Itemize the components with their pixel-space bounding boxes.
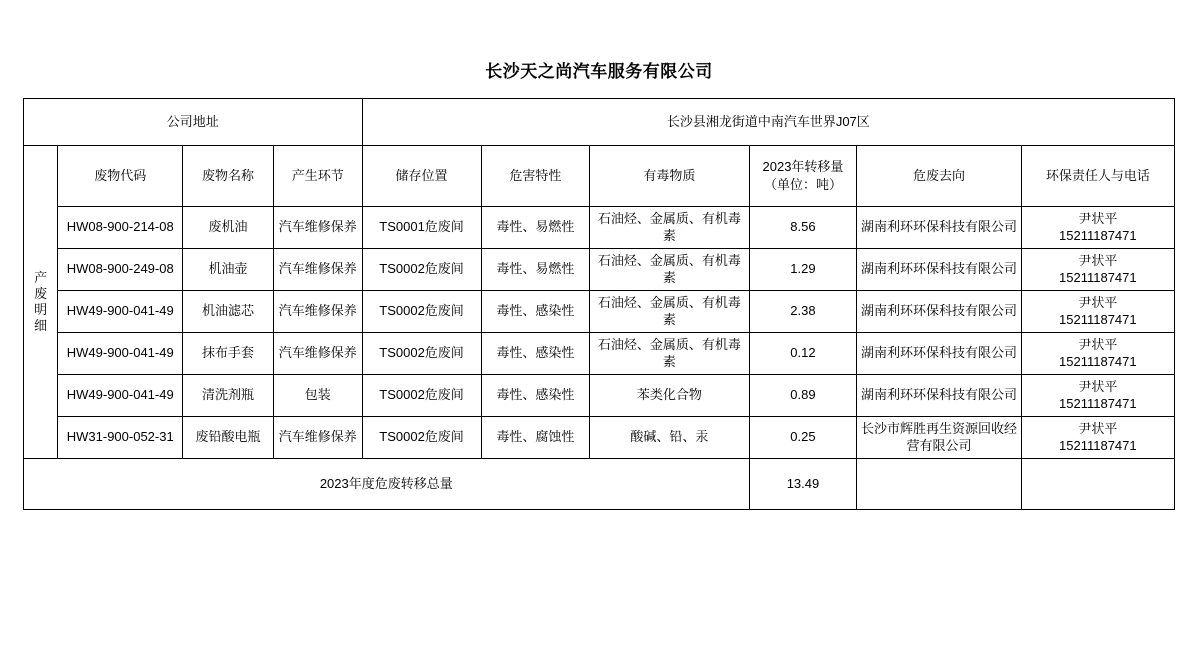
cell-toxic: 石油烃、金属质、有机毒素 (590, 249, 749, 291)
table-row (24, 333, 1175, 375)
address-value: 长沙县湘龙街道中南汽车世界J07区 (362, 99, 1174, 146)
cell-name: 清洗剂瓶 (183, 375, 274, 417)
column-header-name: 废物名称 (183, 146, 274, 207)
cell-name: 废机油 (183, 207, 274, 249)
address-label: 公司地址 (24, 99, 363, 146)
cell-hazard: 毒性、感染性 (481, 291, 590, 333)
cell-person-name: 尹状平 (1078, 379, 1118, 395)
cell-name: 废铅酸电瓶 (183, 417, 274, 459)
cell-destination: 湖南利环环保科技有限公司 (857, 207, 1021, 249)
column-header-amount (749, 146, 857, 207)
column-header-storage: 储存位置 (362, 146, 481, 207)
cell-destination (857, 417, 1021, 459)
cell-storage: TS0002危废间 (362, 333, 481, 375)
column-header-amount-line2: （单位：吨） (763, 177, 842, 192)
cell-hazard: 毒性、感染性 (481, 333, 590, 375)
cell-person-phone: 15211187471 (1059, 437, 1137, 453)
cell-person-name: 尹状平 (1078, 295, 1118, 311)
cell-person-name: 尹状平 (1078, 337, 1118, 353)
side-label-char-0: 产 (34, 269, 48, 285)
cell-person-name: 尹状平 (1078, 253, 1118, 269)
cell-destination-line2: 营有限公司 (906, 437, 972, 453)
cell-person-phone: 15211187471 (1059, 395, 1137, 411)
cell-destination: 湖南利环环保科技有限公司 (857, 333, 1021, 375)
table-row (24, 375, 1175, 417)
column-header-code: 废物代码 (58, 146, 183, 207)
cell-person-name: 尹状平 (1078, 211, 1118, 227)
cell-code: HW08-900-249-08 (58, 249, 183, 291)
total-row (24, 459, 1175, 510)
cell-name: 机油滤芯 (183, 291, 274, 333)
cell-person (1021, 291, 1174, 333)
column-header-amount-line1: 2023年转移量 (762, 159, 844, 175)
cell-storage: TS0002危废间 (362, 417, 481, 459)
address-row (24, 99, 1175, 146)
cell-destination-line1: 长沙市辉胜再生资源回收经 (861, 421, 1018, 437)
cell-storage: TS0001危废间 (362, 207, 481, 249)
cell-person (1021, 417, 1174, 459)
cell-hazard: 毒性、感染性 (481, 375, 590, 417)
cell-code: HW31-900-052-31 (58, 417, 183, 459)
cell-amount: 0.89 (749, 375, 857, 417)
cell-person (1021, 207, 1174, 249)
cell-storage: TS0002危废间 (362, 375, 481, 417)
cell-toxic: 苯类化合物 (590, 375, 749, 417)
cell-code: HW49-900-041-49 (58, 333, 183, 375)
cell-person (1021, 249, 1174, 291)
cell-storage: TS0002危废间 (362, 291, 481, 333)
cell-name: 抹布手套 (183, 333, 274, 375)
total-blank-destination (857, 459, 1021, 510)
cell-link: 包装 (273, 375, 362, 417)
table-row (24, 291, 1175, 333)
cell-link: 汽车维修保养 (273, 207, 362, 249)
document-page (0, 57, 1198, 660)
cell-amount: 0.25 (749, 417, 857, 459)
cell-hazard: 毒性、腐蚀性 (481, 417, 590, 459)
total-blank-person (1021, 459, 1174, 510)
cell-hazard: 毒性、易燃性 (481, 207, 590, 249)
hazardous-waste-table (23, 98, 1175, 510)
cell-link: 汽车维修保养 (273, 291, 362, 333)
cell-person-phone: 15211187471 (1059, 269, 1137, 285)
cell-amount: 2.38 (749, 291, 857, 333)
cell-person-phone: 15211187471 (1059, 227, 1137, 243)
column-header-person: 环保责任人与电话 (1021, 146, 1174, 207)
cell-destination: 湖南利环环保科技有限公司 (857, 291, 1021, 333)
table-row (24, 249, 1175, 291)
column-header-toxic: 有毒物质 (590, 146, 749, 207)
cell-person (1021, 375, 1174, 417)
cell-amount: 0.12 (749, 333, 857, 375)
side-label-char-3: 细 (34, 318, 48, 334)
cell-destination: 湖南利环环保科技有限公司 (857, 375, 1021, 417)
cell-name: 机油壶 (183, 249, 274, 291)
cell-link: 汽车维修保养 (273, 417, 362, 459)
cell-person-phone: 15211187471 (1059, 311, 1137, 327)
cell-code: HW49-900-041-49 (58, 291, 183, 333)
cell-toxic: 石油烃、金属质、有机毒素 (590, 333, 749, 375)
total-value: 13.49 (749, 459, 857, 510)
cell-amount: 1.29 (749, 249, 857, 291)
cell-link: 汽车维修保养 (273, 333, 362, 375)
column-header-link: 产生环节 (273, 146, 362, 207)
side-label-char-1: 废 (34, 285, 48, 301)
section-side-label (24, 146, 58, 459)
cell-person-name: 尹状平 (1078, 421, 1118, 437)
cell-destination: 湖南利环环保科技有限公司 (857, 249, 1021, 291)
table-header-row (24, 146, 1175, 207)
cell-toxic: 石油烃、金属质、有机毒素 (590, 207, 749, 249)
cell-toxic: 石油烃、金属质、有机毒素 (590, 291, 749, 333)
cell-code: HW49-900-041-49 (58, 375, 183, 417)
waste-table-wrapper (23, 98, 1175, 510)
cell-amount: 8.56 (749, 207, 857, 249)
total-label: 2023年度危废转移总量 (24, 459, 750, 510)
table-row (24, 417, 1175, 459)
cell-person-phone: 15211187471 (1059, 353, 1137, 369)
table-row (24, 207, 1175, 249)
page-title: 长沙天之尚汽车服务有限公司 (485, 62, 713, 81)
cell-link: 汽车维修保养 (273, 249, 362, 291)
cell-toxic: 酸碱、铅、汞 (590, 417, 749, 459)
cell-person (1021, 333, 1174, 375)
side-label-char-2: 明 (34, 302, 48, 317)
column-header-hazard: 危害特性 (481, 146, 590, 207)
cell-code: HW08-900-214-08 (58, 207, 183, 249)
cell-hazard: 毒性、易燃性 (481, 249, 590, 291)
cell-storage: TS0002危废间 (362, 249, 481, 291)
column-header-destination: 危废去向 (857, 146, 1021, 207)
